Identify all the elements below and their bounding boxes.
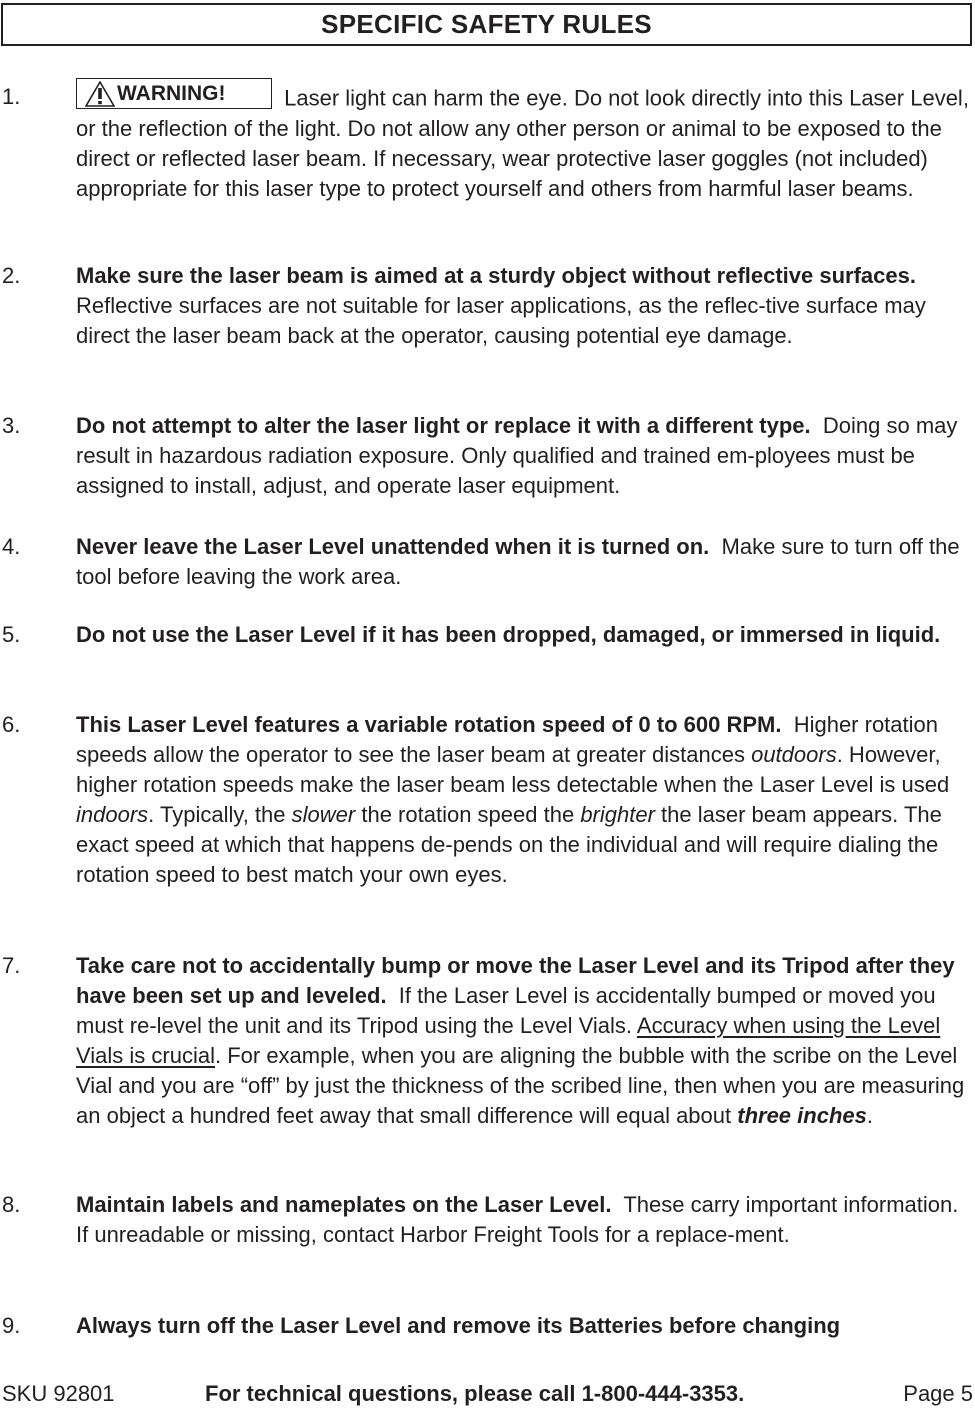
rule-body: . However, higher rotation speeds make the laser beam less detectable when the Laser Level is used — [76, 742, 950, 797]
rule-text — [76, 620, 972, 650]
rule-body: . For example, when you are aligning the bubble with the scribe on the Level Vial and you are “off” by just the thickness of the scribed line, then when you are measuring an object a hundred feet away that small difference will equal about — [76, 1043, 965, 1128]
rule-number: 7. — [2, 953, 21, 978]
rule-number: 8. — [2, 1192, 21, 1217]
rule-underline: Accuracy when using the Level Vials is crucial — [76, 1013, 941, 1068]
rule-body: Higher rotation speeds allow the operator to see the laser beam at greater distances — [76, 712, 939, 767]
rule-emphasis: Never leave the Laser Level unattended when it is turned on. — [76, 534, 710, 559]
rule-text — [76, 261, 972, 351]
sku-label: SKU 92801 — [2, 1381, 115, 1406]
rule-emphasis: Do not use the Laser Level if it has been dropped, damaged, or immersed in liquid. — [76, 622, 941, 647]
rule-italic: indoors — [76, 802, 149, 827]
rule-emphasis: Make sure the laser beam is aimed at a sturdy object without reflective surfaces. — [76, 263, 916, 288]
rule-emphasis: Take care not to accidentally bump or move the Laser Level and its Tripod after they have been set up and leveled. — [76, 953, 955, 1008]
rule-body: Make sure to turn off the tool before leaving the work area. — [76, 534, 960, 589]
rule-number: 4. — [2, 534, 21, 559]
rule-body: the rotation speed the — [361, 802, 575, 827]
rule-body: These carry important information. If unreadable or missing, contact Harbor Freight Tools for a replace-ment. — [76, 1192, 959, 1247]
rule-text — [76, 710, 972, 890]
page-title: SPECIFIC SAFETY RULES — [321, 9, 652, 39]
rule-number: 2. — [2, 263, 21, 288]
rule-text — [76, 1311, 972, 1341]
page-footer — [0, 1381, 975, 1411]
rule-bold-italic: three inches — [737, 1103, 867, 1128]
rule-body: Doing so may result in hazardous radiation exposure. Only qualified and trained em-ployees must be assigned to install, adjust, and operate laser equipment. — [76, 413, 958, 498]
rule-emphasis: Always turn off the Laser Level and remove its Batteries before changing — [76, 1313, 841, 1338]
rule-italic: slower — [291, 802, 356, 827]
rule-emphasis: This Laser Level features a variable rotation speed of 0 to 600 RPM. — [76, 712, 782, 737]
rule-italic: brighter — [580, 802, 655, 827]
rule-number: 1. — [2, 84, 21, 109]
rule-body: . — [866, 1103, 873, 1128]
warning-label-box — [76, 78, 272, 109]
rule-emphasis: Maintain labels and nameplates on the Laser Level. — [76, 1192, 612, 1217]
rule-text — [76, 951, 972, 1131]
rule-text — [76, 411, 972, 501]
warning-triangle-icon — [85, 81, 115, 107]
rule-italic: outdoors — [751, 742, 837, 767]
rule-number: 5. — [2, 622, 21, 647]
tech-support-line: For technical questions, please call 1-800-444-3353. — [205, 1381, 745, 1406]
rule-body: . Typically, the — [148, 802, 286, 827]
rule-body: If the Laser Level is accidentally bumped or moved you must re-level the unit and its Tripod using the Level Vials. — [76, 983, 936, 1038]
rule-body: the laser beam appears. The exact speed at which that happens de-pends on the individual and will require dialing the rotation speed to best match your own eyes. — [76, 802, 942, 887]
page-number: Page 5 — [903, 1381, 973, 1406]
rule-body: Laser light can harm the eye. Do not look directly into this Laser Level, or the reflection of the light. Do not allow any other person or animal to be exposed to the direct or reflected laser beam. If necessary, wear protective laser goggles (not included) appropriate for this laser type to protect yourself and others from harmful laser beams. — [76, 85, 969, 201]
rule-number: 9. — [2, 1313, 21, 1338]
rule-number: 6. — [2, 712, 21, 737]
warning-label: WARNING! — [117, 81, 226, 105]
rule-emphasis: Do not attempt to alter the laser light or replace it with a different type. — [76, 413, 811, 438]
rule-body: Reflective surfaces are not suitable for laser applications, as the reflec-tive surface may direct the laser beam back at the operator, causing potential eye damage. — [76, 293, 926, 348]
rule-text — [76, 1190, 972, 1250]
rule-text — [76, 532, 972, 592]
rule-number: 3. — [2, 413, 21, 438]
rule-text — [76, 82, 972, 204]
section-title-box — [1, 3, 972, 46]
